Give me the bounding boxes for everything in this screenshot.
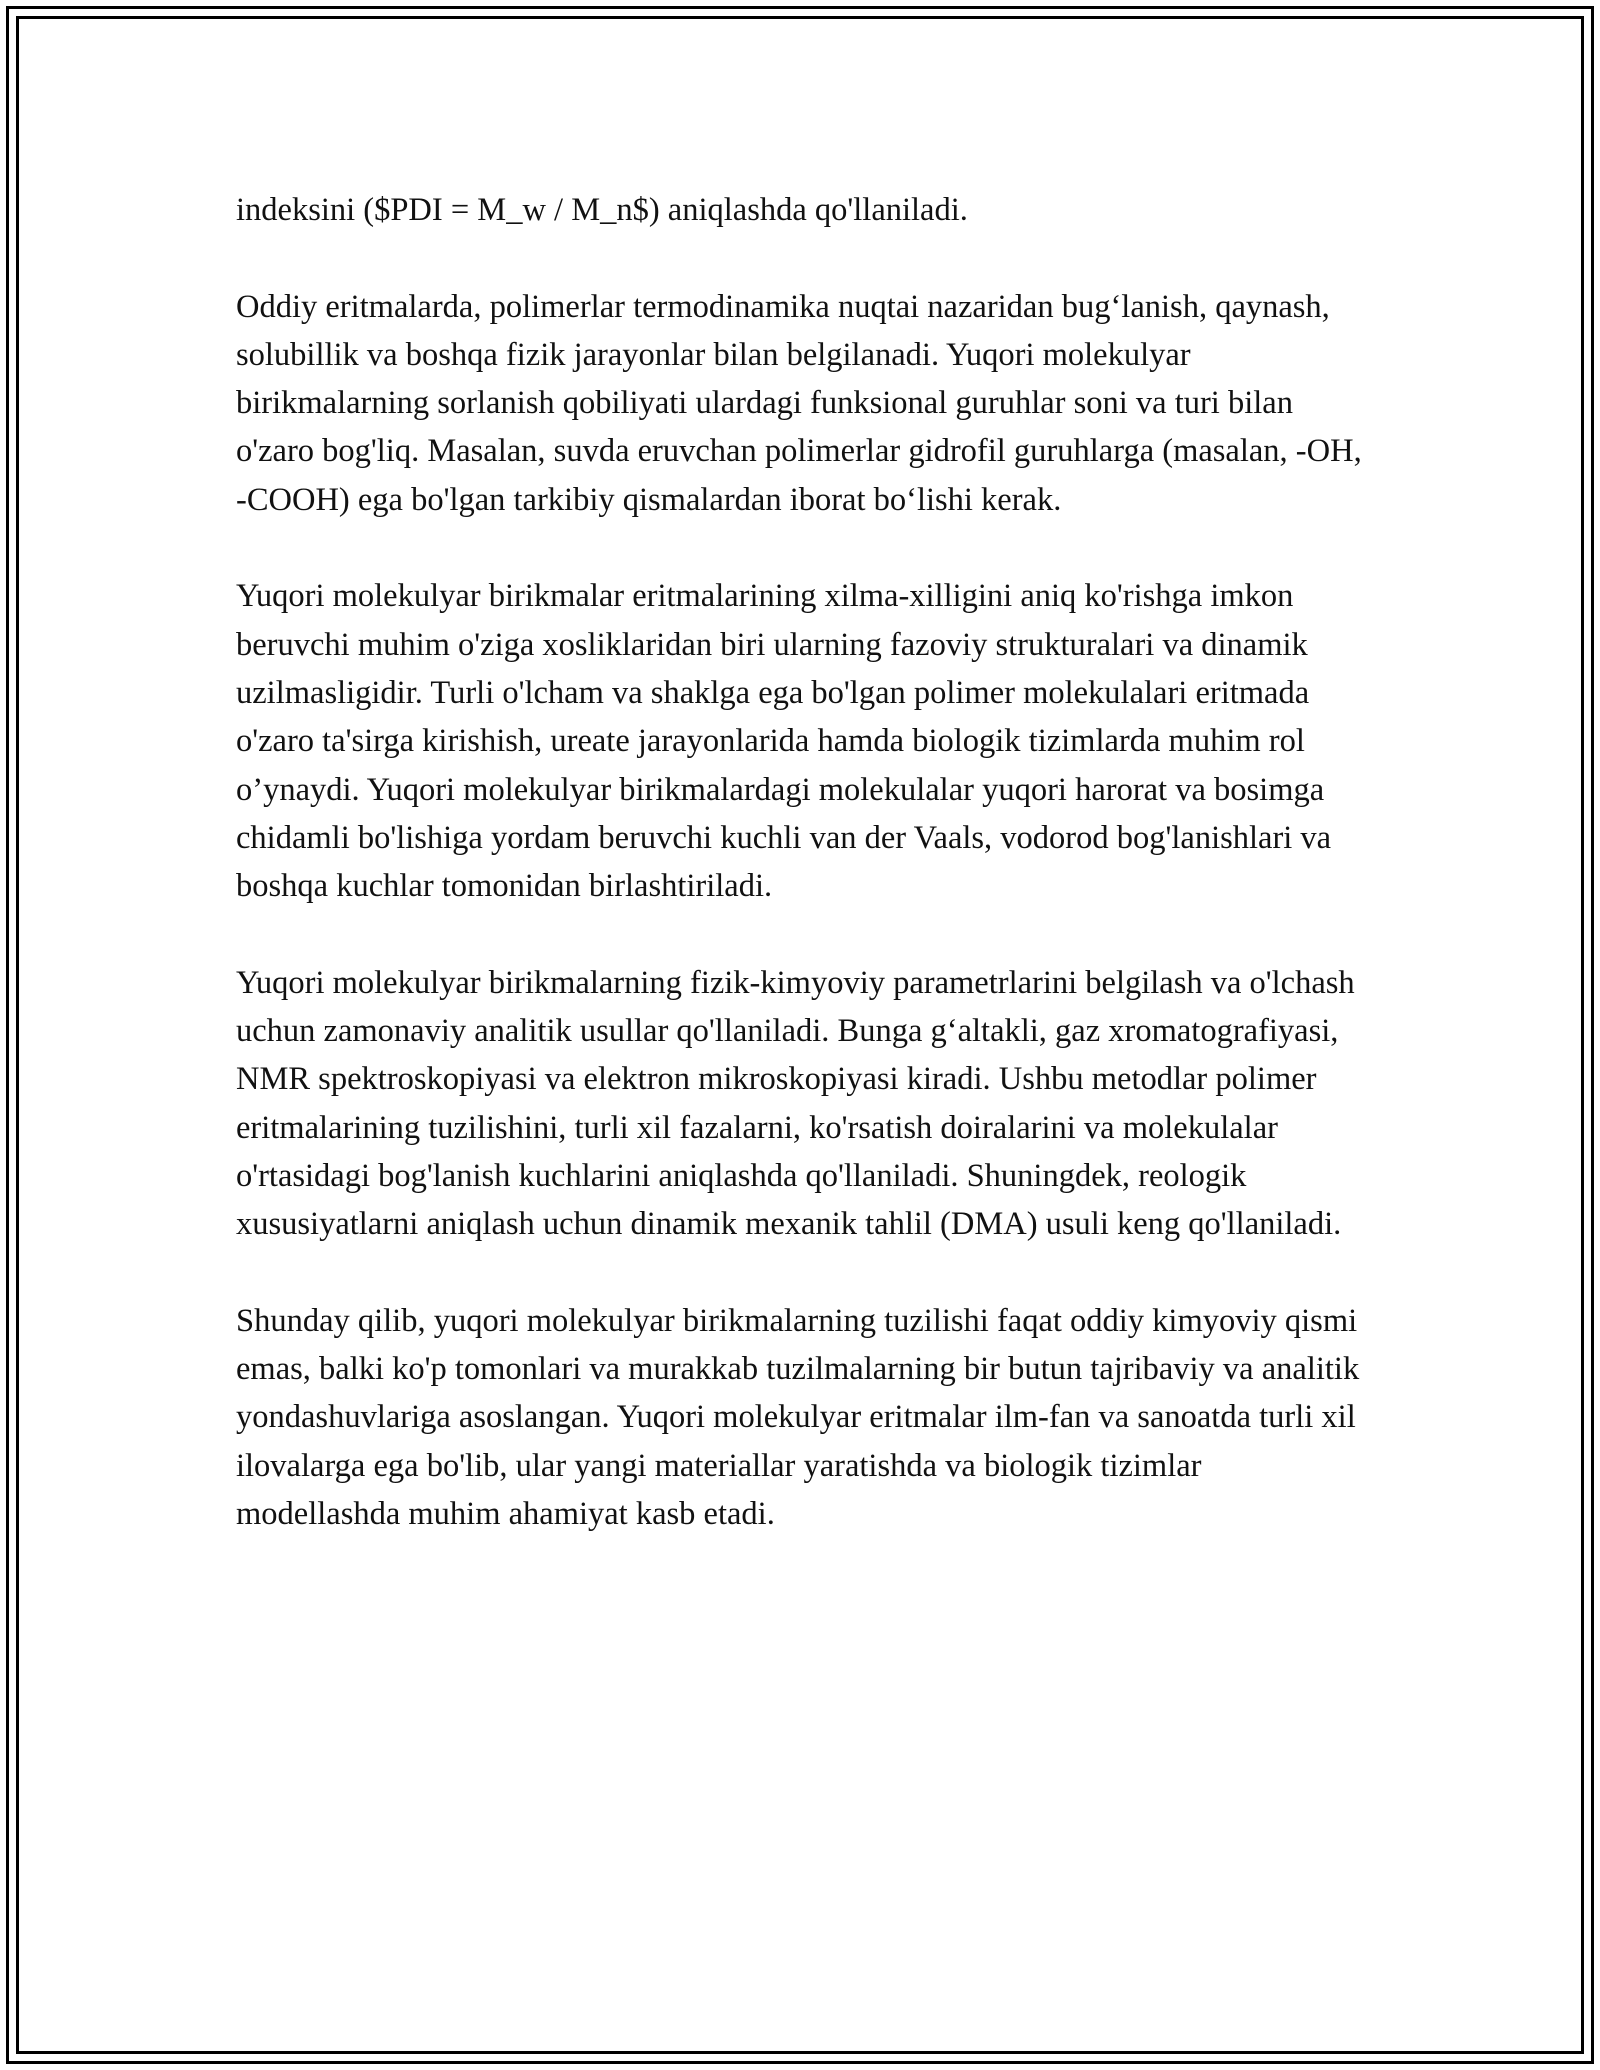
document-body bbox=[236, 186, 1372, 1587]
paragraph-1: indeksini ($PDI = M_w / M_n$) aniqlashda qo'llaniladi. bbox=[236, 192, 968, 228]
paragraph-3: Yuqori molekulyar birikmalar eritmalarining xilma-xilligini aniq ko'rishga imkon beruvchi muhim o'ziga xosliklaridan biri ularning fazoviy strukturalari va dinamik uzilmasligidir. Turli o'lcham va shaklga ega bo'lgan polimer molekulalari eritmada o'zaro ta'sirga kirishish, ureate jarayonlarida hamda biologik tizimlarda muhim rol o’ynaydi. Yuqori molekulyar birikmalardagi molekulalar yuqori harorat va bosimga chidamli bo'lishiga yordam beruvchi kuchli van der Vaals, vodorod bog'lanishlari va boshqa kuchlar tomonidan birlashtiriladi. bbox=[236, 578, 1332, 905]
paragraph-2: Oddiy eritmalarda, polimerlar termodinamika nuqtai nazaridan bug‘lanish, qaynash, solubillik va boshqa fizik jarayonlar bilan belgilanadi. Yuqori molekulyar birikmalarning sorlanish qobiliyati ulardagi funksional guruhlar soni va turi bilan o'zaro bog'liq. Masalan, suvda eruvchan polimerlar gidrofil guruhlarga (masalan, -OH, -COOH) ega bo'lgan tarkibiy qismalardan iborat bo‘lishi kerak. bbox=[236, 288, 1362, 518]
paragraph-4: Yuqori molekulyar birikmalarning fizik-kimyoviy parametrlarini belgilash va o'lchash uchun zamonaviy analitik usullar qo'llaniladi. Bunga g‘altakli, gaz xromatografiyasi, NMR spektroskopiyasi va elektron mikroskopiyasi kiradi. Ushbu metodlar polimer eritmalarining tuzilishini, turli xil fazalarni, ko'rsatish doiralarini va molekulalar o'rtasidagi bog'lanish kuchlarini aniqlashda qo'llaniladi. Shuningdek, reologik xususiyatlarni aniqlash uchun dinamik mexanik tahlil (DMA) usuli keng qo'llaniladi. bbox=[236, 964, 1355, 1243]
paragraph-5: Shunday qilib, yuqori molekulyar birikmalarning tuzilishi faqat oddiy kimyoviy qismi emas, balki ko'p tomonlari va murakkab tuzilmalarning bir butun tajribaviy va analitik yondashuvlariga asoslangan. Yuqori molekulyar eritmalar ilm-fan va sanoatda turli xil ilovalarga ega bo'lib, ular yangi materiallar yaratishda va biologik tizimlar modellashda muhim ahamiyat kasb etadi. bbox=[236, 1302, 1360, 1533]
